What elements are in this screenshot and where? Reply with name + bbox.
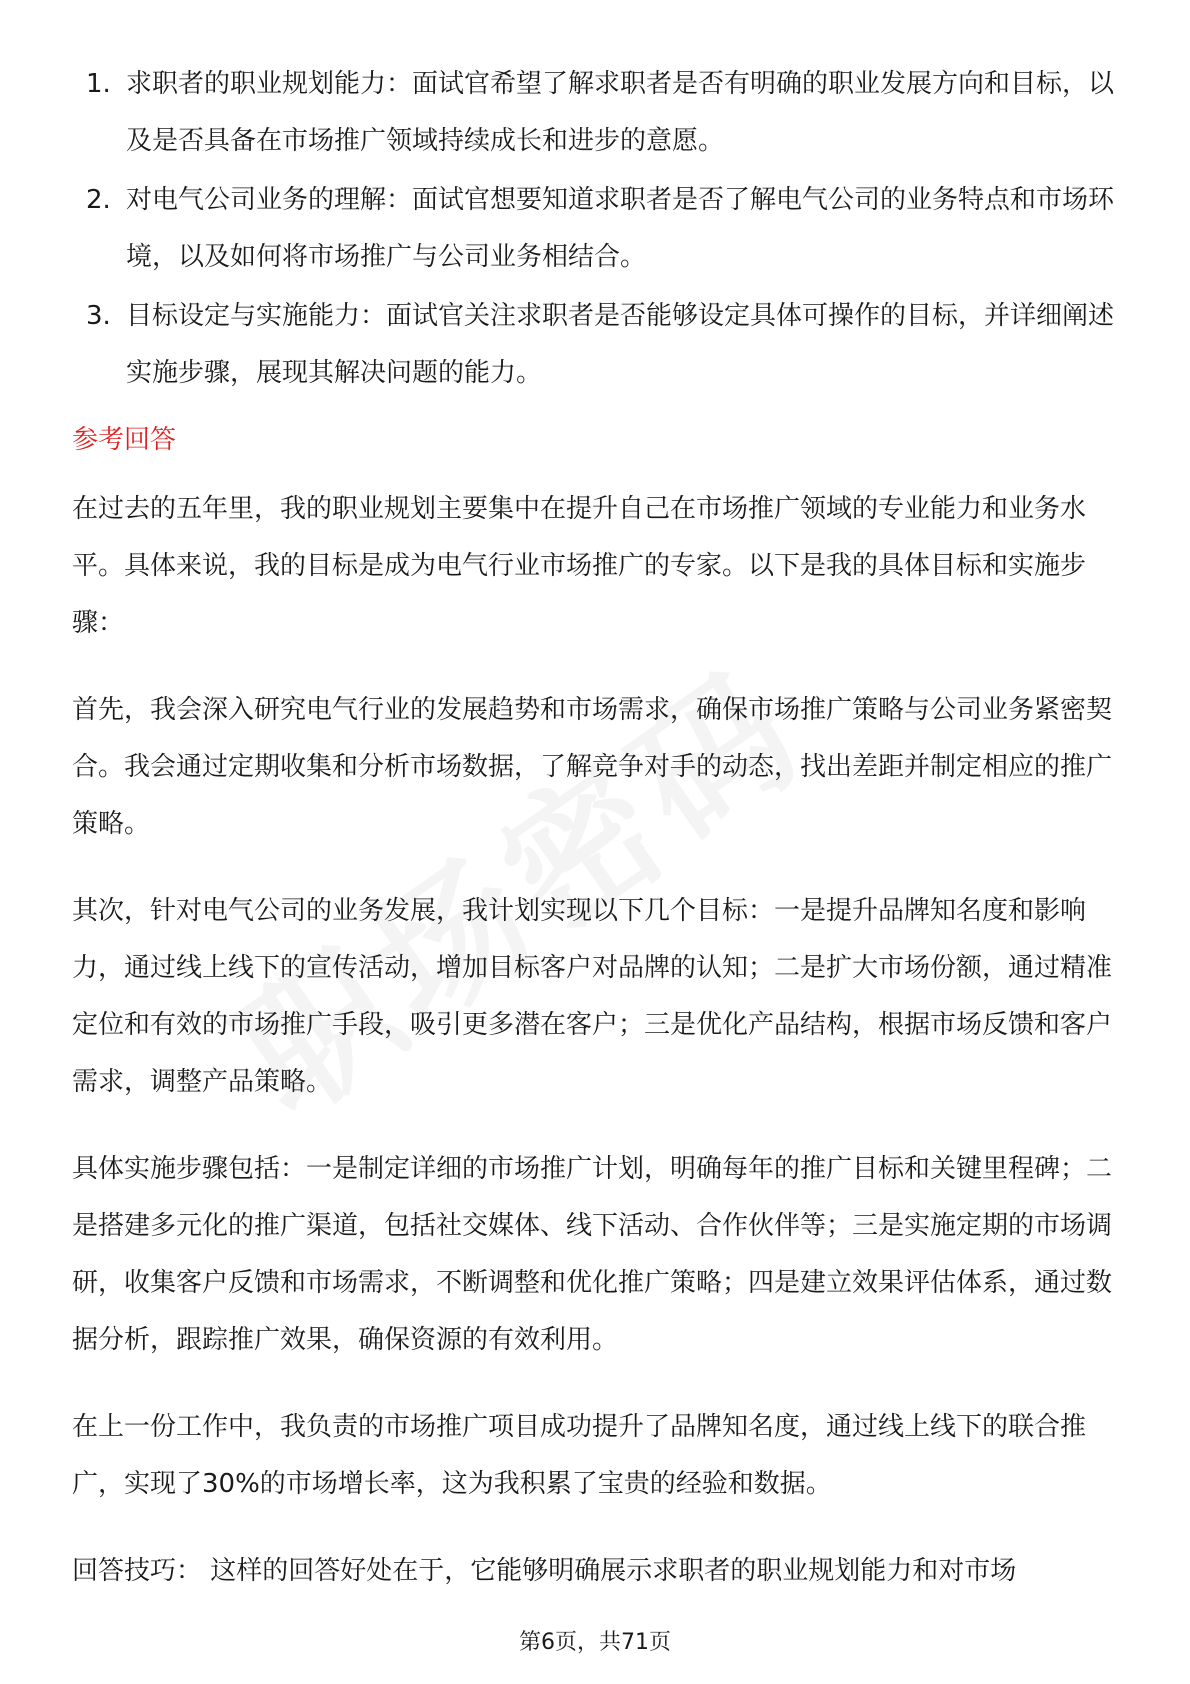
list-text: 目标设定与实施能力：面试官关注求职者是否能够设定具体可操作的目标，并详细阐述实施步骤，展现其解决问题的能力。 <box>126 301 1115 388</box>
paragraph: 具体实施步骤包括：一是制定详细的市场推广计划，明确每年的推广目标和关键里程碑；二是搭建多元化的推广渠道，包括社交媒体、线下活动、合作伙伴等；三是实施定期的市场调研，收集客户反馈和市场需求，不断调整和优化推广策略；四是建立效果评估体系，通过数据分析，跟踪推广效果，确保资源的有效利用。 <box>72 1154 1113 1355</box>
focus-list <box>72 56 1122 402</box>
list-number: 2. <box>86 185 111 215</box>
list-number: 3. <box>86 301 111 331</box>
paragraph: 其次，针对电气公司的业务发展，我计划实现以下几个目标：一是提升品牌知名度和影响力，通过线上线下的宣传活动，增加目标客户对品牌的认知；二是扩大市场份额，通过精准定位和有效的市场推广手段，吸引更多潜在客户；三是优化产品结构，根据市场反馈和客户需求，调整产品策略。 <box>72 896 1113 1097</box>
section-title-reference: 参考回答 <box>72 425 177 455</box>
list-item <box>72 172 1122 286</box>
page-footer: 第6页，共71页 <box>519 1630 671 1655</box>
paragraph: 首先，我会深入研究电气行业的发展趋势和市场需求，确保市场推广策略与公司业务紧密契合。我会通过定期收集和分析市场数据，了解竞争对手的动态，找出差距并制定相应的推广策略。 <box>72 695 1113 839</box>
paragraph: 在上一份工作中，我负责的市场推广项目成功提升了品牌知名度，通过线上线下的联合推广，实现了30%的市场增长率，这为我积累了宝贵的经验和数据。 <box>72 1412 1087 1499</box>
list-number: 1. <box>86 69 111 99</box>
list-text: 求职者的职业规划能力：面试官希望了解求职者是否有明确的职业发展方向和目标，以及是否具备在市场推广领域持续成长和进步的意愿。 <box>126 69 1115 156</box>
paragraph: 回答技巧： 这样的回答好处在于，它能够明确展示求职者的职业规划能力和对市场 <box>72 1556 1017 1586</box>
paragraph: 在过去的五年里，我的职业规划主要集中在提升自己在市场推广领域的专业能力和业务水平。具体来说，我的目标是成为电气行业市场推广的专家。以下是我的具体目标和实施步骤： <box>72 494 1087 638</box>
list-item <box>72 288 1122 402</box>
document-body <box>72 56 1122 1630</box>
list-item <box>72 56 1122 170</box>
list-text: 对电气公司业务的理解：面试官想要知道求职者是否了解电气公司的业务特点和市场环境，以及如何将市场推广与公司业务相结合。 <box>126 185 1115 272</box>
